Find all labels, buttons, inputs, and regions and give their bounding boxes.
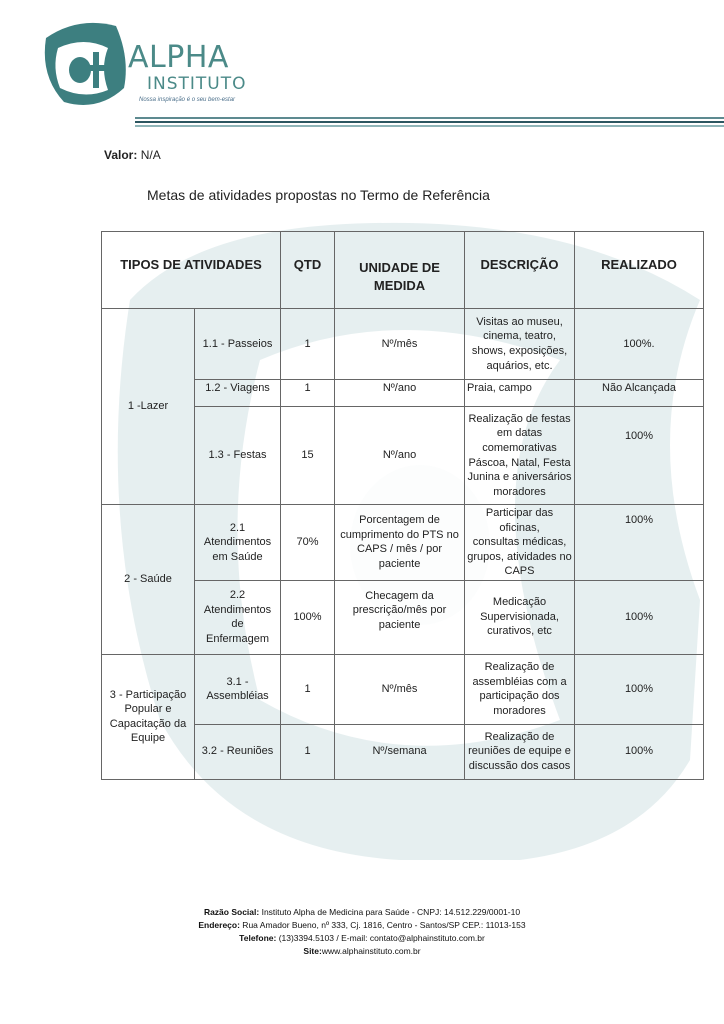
brand-subtitle: INSTITUTO [147, 74, 247, 94]
qty-cell: 1 [281, 380, 335, 407]
realizado-cell: 100% [575, 654, 704, 724]
footer-endereco-value: Rua Amador Bueno, nº 333, Cj. 1816, Centro - Santos/SP CEP.: 11013-153 [239, 920, 526, 930]
brand-name: ALPHA [128, 40, 229, 75]
qty-cell: 1 [281, 654, 335, 724]
description-cell: Realização de reuniões de equipe e discussão dos casos [465, 724, 575, 779]
header-rule [135, 117, 724, 119]
activity-cell: 3.1 - Assembléias [195, 654, 281, 724]
realizado-cell: 100% [575, 407, 704, 505]
header-qtd: QTD [281, 232, 335, 309]
table-row [102, 505, 704, 581]
qty-cell: 15 [281, 407, 335, 505]
realizado-cell: 100% [575, 580, 704, 654]
header-realizado: REALIZADO [575, 232, 704, 309]
qty-cell: 70% [281, 505, 335, 581]
activity-cell: 1.3 - Festas [195, 407, 281, 505]
group-name: 1 -Lazer [102, 309, 195, 505]
description-cell: Visitas ao museu, cinema, teatro, shows, exposições, aquários, etc. [465, 309, 575, 380]
valor-label: Valor: [104, 148, 138, 162]
realizado-cell: 100% [575, 505, 704, 581]
valor-value: N/A [140, 148, 161, 162]
footer-site-link[interactable]: www.alphainstituto.com.br [321, 946, 421, 956]
page-footer [0, 906, 724, 958]
description-cell: Realização de festas em datas comemorativas Páscoa, Natal, Festa Junina e aniversários moradores [465, 407, 575, 505]
metas-table [101, 231, 704, 780]
activity-cell: 2.2 Atendimentos de Enfermagem [195, 580, 281, 654]
brand-tagline: Nossa inspiração é o seu bem-estar [139, 97, 236, 103]
description-cell: Medicação Supervisionada, curativos, etc [465, 580, 575, 654]
footer-site-label: Site: [303, 946, 322, 956]
description-cell: Realização de assembléias com a participação dos moradores [465, 654, 575, 724]
page-header [0, 0, 724, 130]
group-name: 3 - Participação Popular e Capacitação da Equipe [102, 654, 195, 779]
header-tipos: TIPOS DE ATIVIDADES [102, 232, 281, 309]
activity-cell: 1.2 - Viagens [195, 380, 281, 407]
realizado-cell: Não Alcançada [575, 380, 704, 407]
footer-razao-value: Instituto Alpha de Medicina para Saúde - CNPJ: 14.512.229/0001-10 [259, 907, 521, 917]
unit-cell: Porcentagem de cumprimento do PTS no CAPS / mês / por paciente [335, 505, 465, 581]
header-rule [135, 121, 724, 123]
activity-cell: 3.2 - Reuniões [195, 724, 281, 779]
footer-telefone-label: Telefone: [239, 933, 277, 943]
footer-telefone [0, 932, 724, 945]
footer-endereco-label: Endereço: [198, 920, 240, 930]
footer-endereco [0, 919, 724, 932]
footer-razao-label: Razão Social: [203, 907, 260, 917]
qty-cell: 1 [281, 309, 335, 380]
qty-cell: 100% [281, 580, 335, 654]
activity-cell: 2.1 Atendimentos em Saúde [195, 505, 281, 581]
description-cell: Participar das oficinas, consultas médicas, grupos, atividades no CAPS [465, 505, 575, 581]
realizado-cell: 100% [575, 724, 704, 779]
activity-cell: 1.1 - Passeios [195, 309, 281, 380]
table-row [102, 654, 704, 724]
section-title: Metas de atividades propostas no Termo de Referência [147, 187, 490, 203]
unit-cell: Checagem da prescrição/mês por paciente [335, 580, 465, 654]
valor-line [104, 148, 161, 162]
unit-cell: Nº/semana [335, 724, 465, 779]
unit-cell: Nº/ano [335, 407, 465, 505]
header-descricao: DESCRIÇÃO [465, 232, 575, 309]
unit-cell: Nº/mês [335, 309, 465, 380]
footer-razao [0, 906, 724, 919]
table-row [102, 309, 704, 380]
qty-cell: 1 [281, 724, 335, 779]
table-header-row [102, 232, 704, 309]
header-unidade: UNIDADE DE MEDIDA [335, 232, 465, 309]
realizado-cell: 100%. [575, 309, 704, 380]
unit-cell: Nº/mês [335, 654, 465, 724]
footer-site [0, 945, 724, 958]
group-name: 2 - Saúde [102, 505, 195, 655]
alpha-logo-icon [38, 18, 130, 110]
unit-cell: Nº/ano [335, 380, 465, 407]
header-rule [135, 125, 724, 127]
footer-telefone-value: (13)3394.5103 / E-mail: contato@alphainstituto.com.br [276, 933, 485, 943]
description-cell: Praia, campo [465, 380, 575, 407]
